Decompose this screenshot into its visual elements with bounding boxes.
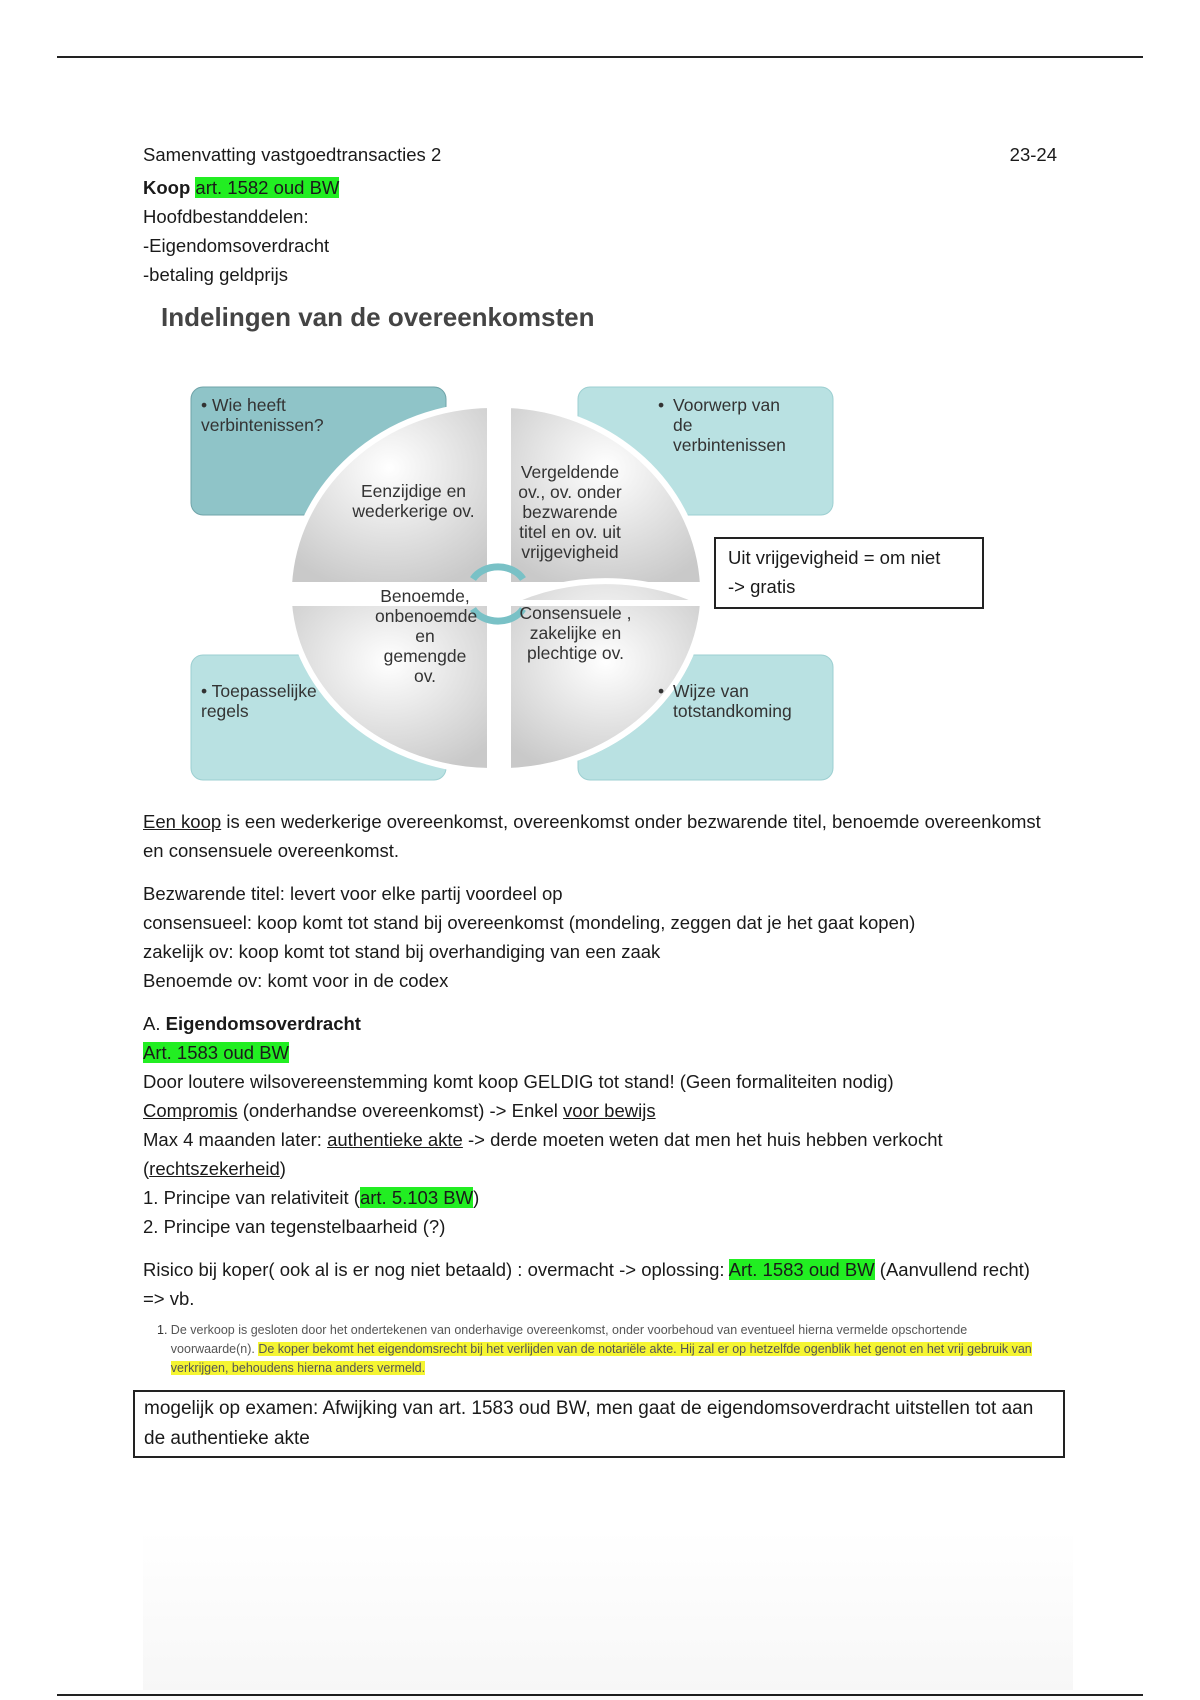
paren-open: ( [143,1158,150,1179]
vb-line: => vb. [143,1288,195,1309]
callout-line-2: -> gratis [728,576,796,597]
example-text [171,1321,1053,1378]
rechtszekerheid-line [143,1154,1053,1183]
page-header [143,140,1057,169]
section-a-line-1: Door loutere wilsovereenstemming komt koop GELDIG tot stand! (Geen formaliteiten nodig) [143,1071,894,1092]
koop-article: art. 1582 oud BW [195,177,340,198]
definition-3: zakelijk ov: koop komt tot stand bij overhandiging van een zaak [143,941,661,962]
label-bottom-right-bullet: • [658,681,665,701]
quadrant-label-4: Consensuele , zakelijke en plechtige ov. [519,603,632,663]
section-a-prefix: A. [143,1013,166,1034]
bottom-rule [57,1694,1143,1696]
label-bottom-left: • Toepasselijke regels [201,681,317,721]
risico-pre: Risico bij koper( ook al is er nog niet betaald) : overmacht -> oplossing: [143,1259,729,1280]
principle-2-line: 2. Principe van tegenstelbaarheid (?) [143,1216,446,1237]
intro-link: Een koop [143,811,222,832]
intro-text: is een wederkerige overeenkomst, overeenkomst onder bezwarende titel, benoemde overeenkomst en consensuele overeenkomst. [143,811,1041,861]
agreements-diagram [153,297,941,797]
callout-line-1: Uit vrijgevigheid = om niet [728,547,941,568]
compromis-end: voor bewijs [563,1100,656,1121]
koop-line-1: Hoofdbestanddelen: [143,206,309,227]
koop-line-3: -betaling geldprijs [143,264,289,285]
principle-1-article: art. 5.103 BW [359,1187,474,1208]
rechtszekerheid-term: rechtszekerheid [149,1158,280,1179]
max-pre: Max 4 maanden later: [143,1129,328,1150]
compromis-line [143,1096,1053,1125]
document-year: 23-24 [1009,144,1057,165]
intro-paragraph [143,807,1053,865]
quadrant-label-3: Benoemde, onbenoemde en gemengde ov. [375,586,478,686]
section-a-article: Art. 1583 oud BW [143,1042,290,1063]
top-rule [57,56,1143,58]
koop-line-2: -Eigendomsoverdracht [143,235,330,256]
example-text-highlight: De koper bekomt het eigendomsrecht bij het verlijden van de notariële akte. Hij zal er op hetzelfde ogenblik het genot en het vrij gebruik van verkrijgen, behoudens hierna anders vermeld. [170,1342,1032,1375]
principle-1-post: ) [473,1187,480,1208]
koop-heading-line [143,173,1053,202]
definition-2: consensueel: koop komt tot stand bij overeenkomst (mondeling, zeggen dat je het gaat kopen) [143,912,916,933]
paren-close: ) [279,1158,286,1179]
max-line [143,1125,1053,1154]
label-top-right: Voorwerp van de verbintenissen [673,395,786,455]
section-a-heading: Eigendomsoverdracht [165,1013,361,1034]
definition-4: Benoemde ov: komt voor in de codex [143,970,449,991]
exam-note-box: mogelijk op examen: Afwijking van art. 1583 oud BW, men gaat de eigendomsoverdracht uitstellen tot aan de authentieke akte [133,1390,1065,1458]
page-fade [143,1530,1073,1690]
label-top-left: • Wie heeft verbintenissen? [201,395,324,435]
definition-1: Bezwarende titel: levert voor elke partij voordeel op [143,883,563,904]
risico-post: (Aanvullend recht) [874,1259,1030,1280]
max-link: authentieke akte [327,1129,463,1150]
section-a-heading-line [143,1009,1053,1038]
document-page [143,140,1057,1458]
vrijgevigheid-callout [714,537,984,609]
label-bottom-right: Wijze van totstandkoming [673,681,792,721]
diagram-title: Indelingen van de overeenkomsten [161,302,595,332]
koop-heading: Koop [143,177,191,198]
example-text-plain: De verkoop is gesloten door het ondertekenen van onderhavige overeenkomst, onder voorbehoud van eventueel hierna vermelde opschortende voorwaarde(n). [170,1323,968,1356]
principle-1-pre: 1. Principe van relativiteit ( [143,1187,360,1208]
risico-paragraph [143,1255,1053,1284]
compromis-term: Compromis [143,1100,238,1121]
document-title: Samenvatting vastgoedtransacties 2 [143,144,442,165]
compromis-mid: (onderhandse overeenkomst) -> Enkel [237,1100,564,1121]
max-post: -> derde moeten weten dat men het huis hebben verkocht [462,1129,943,1150]
risico-article: Art. 1583 oud BW [728,1259,875,1280]
label-top-right-bullet: • [658,395,665,415]
section-a-article-line [143,1038,1053,1067]
quadrant-label-2: Vergeldende ov., ov. onder bezwarende titel en ov. uit vrijgevigheid [518,462,622,562]
contract-example [157,1321,1053,1378]
principle-1-line [143,1183,1053,1212]
quadrant-label-1: Eenzijdige en wederkerige ov. [352,481,475,521]
example-number: 1. [157,1323,168,1337]
